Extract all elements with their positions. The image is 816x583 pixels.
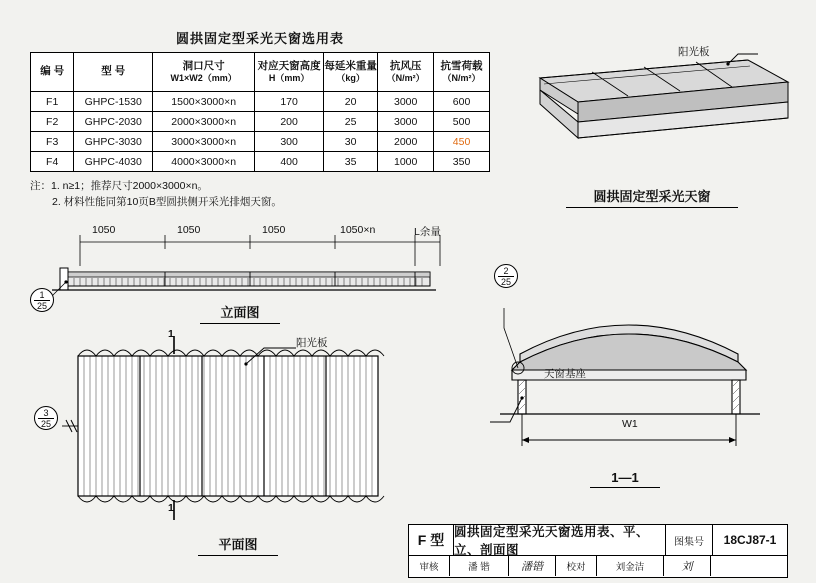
elev-marker-bottom: 25 <box>36 300 47 311</box>
spec-table <box>30 52 490 172</box>
cell-height: 300 <box>255 132 324 152</box>
th-weight: 每延米重量 （kg） <box>323 53 377 92</box>
th-wind: 抗风压 （N/m²） <box>378 53 434 92</box>
cell-snow: 500 <box>434 112 490 132</box>
cell-size: 4000×3000×n <box>153 152 255 172</box>
cell-weight: 35 <box>323 152 377 172</box>
cell-wind: 2000 <box>378 132 434 152</box>
plan-callout-sunboard: 阳光板 <box>296 337 328 349</box>
cell-weight: 25 <box>323 112 377 132</box>
cell-size: 1500×3000×n <box>153 92 255 112</box>
title-block-id-value: 18CJ87-1 <box>723 533 777 547</box>
elev-marker-top: 1 <box>34 290 50 301</box>
cell-model: GHPC-2030 <box>74 112 153 132</box>
th-no: 编 号 <box>31 53 74 92</box>
cell-snow: 350 <box>434 152 490 172</box>
plan-detail-marker[interactable] <box>34 406 58 430</box>
cell-snow: 450 <box>434 132 490 152</box>
cell-wind: 3000 <box>378 92 434 112</box>
cell-model: GHPC-4030 <box>74 152 153 172</box>
cell-wind: 1000 <box>378 152 434 172</box>
table-header-row <box>31 53 490 92</box>
section-marker-bottom: 25 <box>500 276 511 287</box>
section-detail-marker[interactable] <box>494 264 518 288</box>
title-block-title: 圆拱固定型采光天窗选用表、平、立、剖面图 <box>454 525 666 555</box>
title-block <box>408 524 788 578</box>
elev-dim-2: 1050 <box>177 224 201 236</box>
table-notes <box>30 178 490 211</box>
section-marker-top: 2 <box>498 266 514 277</box>
check-label: 校对 <box>556 556 597 576</box>
approve-signature: 潘锴 <box>509 556 556 576</box>
cell-no: F2 <box>31 112 74 132</box>
elevation-view <box>30 222 450 312</box>
cell-weight: 20 <box>323 92 377 112</box>
plan-view <box>50 330 410 530</box>
cell-height: 170 <box>255 92 324 112</box>
spec-table-title: 圆拱固定型采光天窗选用表 <box>175 31 344 46</box>
cell-height: 400 <box>255 152 324 172</box>
plan-section-mark-bottom: 1 <box>168 502 174 514</box>
table-row <box>31 132 490 152</box>
cell-no: F3 <box>31 132 74 152</box>
cell-no: F4 <box>31 152 74 172</box>
cell-snow: 600 <box>434 92 490 112</box>
isometric-view <box>500 40 800 190</box>
table-row <box>31 92 490 112</box>
section-dim-w1: W1 <box>622 418 638 430</box>
cell-size: 3000×3000×n <box>153 132 255 152</box>
spec-table-block <box>30 28 490 211</box>
plan-section-mark-top: 1 <box>168 328 174 340</box>
cell-weight: 30 <box>323 132 377 152</box>
cell-wind: 3000 <box>378 112 434 132</box>
elev-dim-3: 1050 <box>262 224 286 236</box>
cell-model: GHPC-1530 <box>74 92 153 112</box>
table-row <box>31 152 490 172</box>
notes-label: 注： <box>30 180 51 192</box>
note-2: 2. 材料性能同第10页B型圆拱侧开采光排烟天窗。 <box>52 196 282 209</box>
elevation-caption: 立面图 <box>200 302 280 324</box>
elev-dim-extra: L余量 <box>414 226 441 238</box>
title-block-spare <box>711 556 787 576</box>
cell-model: GHPC-3030 <box>74 132 153 152</box>
elevation-detail-marker[interactable] <box>30 288 54 312</box>
check-signature: 刘 <box>664 556 711 576</box>
section-view <box>470 258 790 458</box>
th-snow: 抗雪荷载 （N/m²） <box>434 53 490 92</box>
th-height: 对应天窗高度 H（mm） <box>255 53 324 92</box>
plan-marker-bottom: 25 <box>40 418 51 429</box>
cell-no: F1 <box>31 92 74 112</box>
cell-height: 200 <box>255 112 324 132</box>
plan-caption: 平面图 <box>198 534 278 556</box>
title-block-id-label: 图集号 <box>666 525 713 555</box>
section-caption: 1—1 <box>590 470 660 488</box>
table-row <box>31 112 490 132</box>
approve-label: 审核 <box>409 556 450 576</box>
iso-callout-sunboard: 阳光板 <box>678 46 710 58</box>
section-callout-curb: 天窗基座 <box>544 368 586 380</box>
elev-dim-1: 1050 <box>92 224 116 236</box>
check-name: 刘金洁 <box>597 556 664 576</box>
elev-dim-4: 1050×n <box>340 224 376 236</box>
cell-size: 2000×3000×n <box>153 112 255 132</box>
iso-caption: 圆拱固定型采光天窗 <box>566 186 738 208</box>
note-1: 1. n≥1；推荐尺寸2000×3000×n。 <box>51 180 208 192</box>
isometric-drawing <box>500 40 800 190</box>
title-block-type: F 型 <box>409 525 454 555</box>
approve-name: 潘 锴 <box>450 556 509 576</box>
th-size: 洞口尺寸 W1×W2（mm） <box>153 53 255 92</box>
th-model: 型 号 <box>74 53 153 92</box>
plan-marker-top: 3 <box>38 408 54 419</box>
plan-drawing <box>50 330 410 530</box>
